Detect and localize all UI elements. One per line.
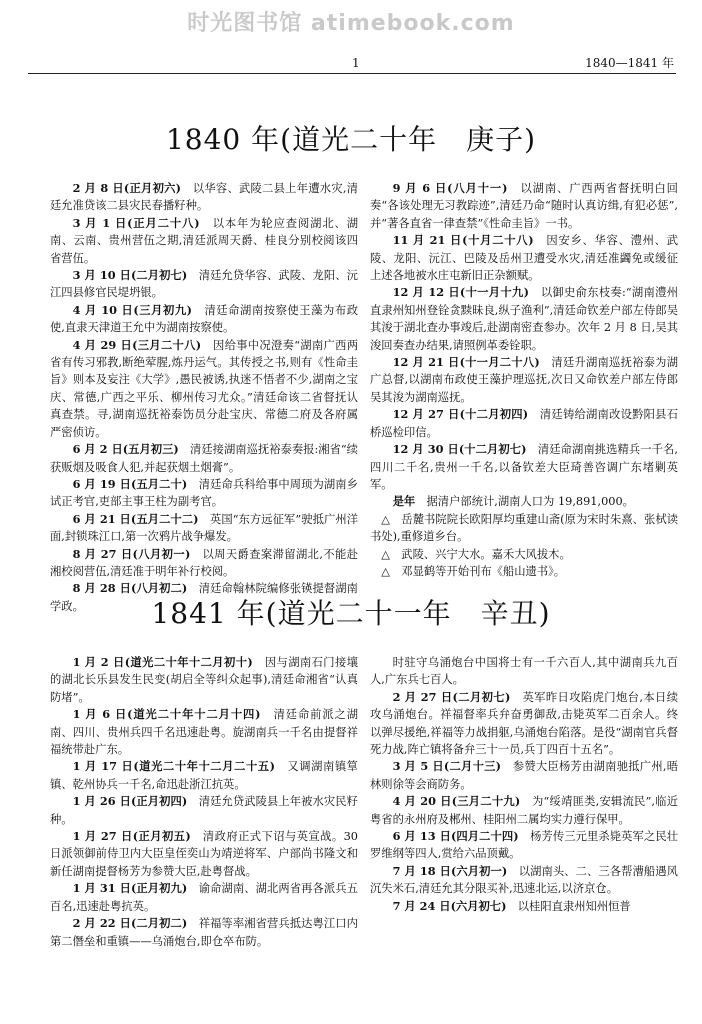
column-1841-right bbox=[370, 654, 678, 915]
section-title-1840: 1840 年(道光二十年 庚子) bbox=[165, 123, 536, 156]
entry-date: 1 月 31 日(正月初九) bbox=[72, 881, 188, 896]
entry-date: 2 月 27 日(二月初七) bbox=[392, 689, 511, 704]
entry-text: 为“绥靖匪类,安辑流民”,临近粤省的永州府及郴州、桂阳州二属均实力遵行保甲。 bbox=[370, 795, 678, 826]
entry bbox=[50, 546, 358, 581]
entry-text: 因安乡、华容、澧州、武陵、龙阳、沅江、巴陵及岳州卫遭受水灾,清廷准蠲免或缓征上述各地被水庄屯新旧正杂额赋。 bbox=[370, 234, 678, 283]
entry-text: 清廷铸给湖南改设黔阳县石桥巡检印信。 bbox=[370, 408, 678, 439]
entry-date: 7 月 24 日(六月初七) bbox=[392, 898, 507, 913]
entry bbox=[370, 898, 678, 915]
entry-date: 是年 bbox=[392, 494, 416, 509]
entry-date: 1 月 17 日(道光二十年十二月二十五) bbox=[72, 759, 275, 774]
section-title-1841: 1841 年(道光二十一年 辛丑) bbox=[151, 597, 551, 630]
entry bbox=[370, 354, 678, 406]
entry-text: 清廷命兵科给事中周顼为湖南乡试正考官,吏部主事王柱为副考官。 bbox=[50, 477, 358, 509]
entry bbox=[370, 654, 678, 689]
entry-text: 清廷升湖南巡抚裕泰为湖广总督,以湖南布政使王藻护理巡抚,次日又命钦差户部左侍郎吴其浚为湖南巡抚。 bbox=[370, 356, 678, 404]
column-1841-left bbox=[50, 654, 358, 950]
entry-text: 因给事中况澄奏“湖南广西两省有传习邪教,断绝荤腥,炼丹运气。其传授之书,则有《性命圭旨》则本及妄注《大学》,愚民被诱,执迷不悟者不少,湖南之宝庆、常德,广西之平乐、柳州传习尤众。”清廷命该二省督抚认真查禁。寻,湖南巡抚裕泰饬员分赴宝庆、常德二府及各府属严密侦访。 bbox=[50, 338, 358, 439]
entry-date: 6 月 2 日(五月初三) bbox=[72, 442, 179, 457]
entry-text: 清廷命湖南按察使王藻为布政使,直隶天津道王允中为湖南按察使。 bbox=[50, 303, 358, 335]
entry-date: 4 月 29 日(三月二十八) bbox=[72, 337, 202, 352]
entry-date: 6 月 21 日(五月二十二) bbox=[72, 511, 199, 526]
entry-date: 6 月 13 日(四月二十四) bbox=[392, 829, 519, 844]
entry bbox=[370, 493, 678, 510]
entry bbox=[370, 563, 678, 580]
entry-text: 参赞大臣杨芳由湖南驰抵广州,晤林则徐等会商防务。 bbox=[370, 760, 678, 791]
entry bbox=[50, 654, 358, 706]
entry-date: 1 月 26 日(正月初四) bbox=[72, 794, 188, 809]
entry-date: 7 月 18 日(六月初一) bbox=[392, 863, 508, 878]
entry-text: △ 邓显鹤等开始刊布《船山遗书》。 bbox=[381, 564, 566, 578]
entry-text: 祥福等率湘省营兵抵达粤江口内第二僭垒和重镇——乌涌炮台,即仓卒布防。 bbox=[50, 917, 358, 948]
entry bbox=[370, 232, 678, 284]
entry-text: 清廷接湖南巡抚裕泰奏报:湘省“续获贩烟及吸食人犯,并起获烟土烟膏”。 bbox=[50, 443, 358, 474]
entry-text: 清廷命翰林院编修张锳提督湖南学政。 bbox=[50, 582, 358, 613]
entry-date: 1 月 6 日(道光二十年十二月十四) bbox=[72, 707, 261, 722]
entry-text: △ 岳麓书院院长欧阳厚均重建山斋(原为宋时朱熹、张栻读书处),重修道乡台。 bbox=[370, 512, 678, 544]
entry-date: 11 月 21 日(十月二十八) bbox=[392, 233, 534, 248]
entry-date: 12 月 12 日(十一月十九) bbox=[392, 285, 529, 300]
entry bbox=[50, 476, 358, 511]
entry-date: 6 月 19 日(五月二十) bbox=[72, 476, 188, 491]
entry-text: 谕命湖南、湖北两省再各派兵五百名,迅速赴粤抗英。 bbox=[50, 882, 358, 913]
entry bbox=[50, 706, 358, 758]
entry bbox=[50, 337, 358, 441]
column-1840-right bbox=[370, 180, 678, 580]
entry-date: 8 月 27 日(八月初一) bbox=[72, 546, 191, 561]
entry-text: 据清户部统计,湖南人口为 19,891,000。 bbox=[415, 495, 634, 509]
entry bbox=[50, 441, 358, 476]
entry bbox=[370, 406, 678, 441]
entry-text: 时驻守乌涌炮台中国将士有一千六百人,其中湖南兵九百人,广东兵七百人。 bbox=[370, 656, 678, 687]
entry-date: 12 月 27 日(十二月初四) bbox=[392, 407, 529, 422]
entry bbox=[370, 511, 678, 546]
entry bbox=[50, 180, 358, 215]
entry-text: 英军昨日攻陷虎门炮台,本日续攻乌涌炮台。祥福督率兵弁奋勇御敌,击毙英军二百余人。终以弹尽援绝,祥福等力战捐躯,乌涌炮台陷落。是役“湖南官兵督死力战,阵亡镇将备弁三十一员,兵丁四百十五名”。 bbox=[370, 690, 679, 757]
entry-text: 清廷允贷武陵县上年被水灾民籽种。 bbox=[50, 795, 358, 826]
entry-date: 8 月 28 日(八月初二) bbox=[72, 581, 188, 596]
entry-text: 以桂阳直隶州知州恒普 bbox=[506, 899, 631, 913]
watermark: 时光图书馆 atimebook.com bbox=[187, 11, 515, 36]
entry bbox=[370, 793, 678, 828]
entry bbox=[50, 828, 358, 880]
entry bbox=[50, 758, 358, 793]
entry bbox=[370, 689, 678, 759]
entry-date: 12 月 21 日(十一月二十八) bbox=[392, 355, 540, 370]
entry bbox=[370, 180, 678, 232]
entry bbox=[370, 284, 678, 354]
entry-text: 清廷命湖南挑选精兵一千名,四川二千名,贵州一千名,以备钦差大臣琦善咨调广东堵剿英军。 bbox=[370, 443, 679, 491]
entry-date: 3 月 1 日(正月二十八) bbox=[72, 215, 200, 230]
entry-text: 英国“东方远征军”驶抵广州洋面,封锁珠江口,第一次鸦片战争爆发。 bbox=[50, 512, 358, 544]
entry-date: 1 月 2 日(道光二十年十二月初十) bbox=[72, 655, 253, 669]
header-rule bbox=[28, 73, 676, 74]
entry bbox=[370, 441, 678, 493]
entry-text: 又调湖南镇筸镇、乾州协兵一千名,命迅赴浙江抗英。 bbox=[50, 760, 358, 791]
column-1840-left bbox=[50, 180, 358, 615]
entry bbox=[370, 828, 678, 863]
entry-text: △ 武陵、兴宁大水。嘉禾大风拔木。 bbox=[381, 547, 571, 561]
entry-date: 9 月 6 日(八月十一) bbox=[392, 181, 508, 195]
entry bbox=[370, 758, 678, 793]
entry-date: 12 月 30 日(十二月初七) bbox=[392, 442, 527, 457]
entry-text: 以湖南头、二、三各帮漕船遇风沉失米石,清廷允其分限买补,迅速北运,以济京仓。 bbox=[370, 864, 678, 896]
entry-text: 以湖南、广西两省督抚明白回奏“各该处理无习教踪迹”,清廷乃命“随时认真访缉,有犯必惩”,并“著各直省一律查禁”《性命圭旨》一书。 bbox=[370, 182, 678, 230]
entry bbox=[50, 511, 358, 546]
entry-date: 1 月 27 日(正月初五) bbox=[72, 829, 191, 844]
entry-date: 4 月 20 日(三月二十九) bbox=[392, 794, 521, 809]
entry-date: 4 月 10 日(三月初九) bbox=[72, 302, 193, 317]
entry bbox=[50, 880, 358, 915]
entry-text: 以御史俞东枝奏:“湖南澧州直隶州知州登铨贪黩昧良,纵子渔利”,清廷命钦差户部左侍郎吴其浚于湖北查办事竣后,赴湖南密查参办。次年 2 月 8 日,吴其浚回奏查办结果,请照例革委铨职。 bbox=[370, 286, 678, 352]
entry-text: 以周天爵查案滞留湖北,不能赴湘校阅营伍,清廷准于明年补行校阅。 bbox=[50, 547, 359, 578]
entry-text: 以本年为轮应查阅湖北、湖南、云南、贵州营伍之期,清廷派周天爵、桂良分别校阅该四省营伍。 bbox=[50, 216, 358, 265]
entry-date: 3 月 5 日(二月十三) bbox=[392, 759, 502, 774]
entry-text: 清廷命前派之湖南、四川、贵州兵四千名迅速赴粤。旋湖南兵一千名由提督祥福统带赴广东。 bbox=[50, 708, 358, 757]
entry bbox=[370, 546, 678, 563]
entry-text: 清廷允贷华容、武陵、龙阳、沅江四县修官民堤坍银。 bbox=[50, 269, 358, 300]
running-head: 1840—1841 年 bbox=[585, 56, 674, 70]
entry-text: 以华容、武陵二县上年遭水灾,清廷允准贷该二县灾民春播籽种。 bbox=[50, 182, 358, 213]
entry bbox=[50, 302, 358, 337]
entry bbox=[50, 215, 358, 267]
entry-date: 3 月 10 日(二月初七) bbox=[72, 268, 188, 283]
entry-date: 2 月 8 日(正月初六) bbox=[72, 181, 182, 195]
entry bbox=[370, 863, 678, 898]
entry bbox=[50, 793, 358, 828]
entry-text: 清政府正式下诏与英宣战。30 日派领御前侍卫内大臣皇侄奕山为靖逆将军、户部尚书隆文和新任湖南提督杨芳为参赞大臣,赴粤督战。 bbox=[50, 830, 358, 878]
page-number: 1 bbox=[352, 56, 360, 70]
entry bbox=[50, 267, 358, 302]
entry bbox=[50, 915, 358, 950]
entry-text: 因与湖南石门接壤的湖北长乐县发生民变(胡启全等纠众起事),清廷命湘省“认真防堵”。 bbox=[50, 656, 358, 704]
entry-date: 2 月 22 日(二月初二) bbox=[72, 916, 188, 931]
entry-text: 杨芳传三元里杀毙英军之民壮罗维纲等四人,赏给六品顶戴。 bbox=[370, 830, 678, 861]
